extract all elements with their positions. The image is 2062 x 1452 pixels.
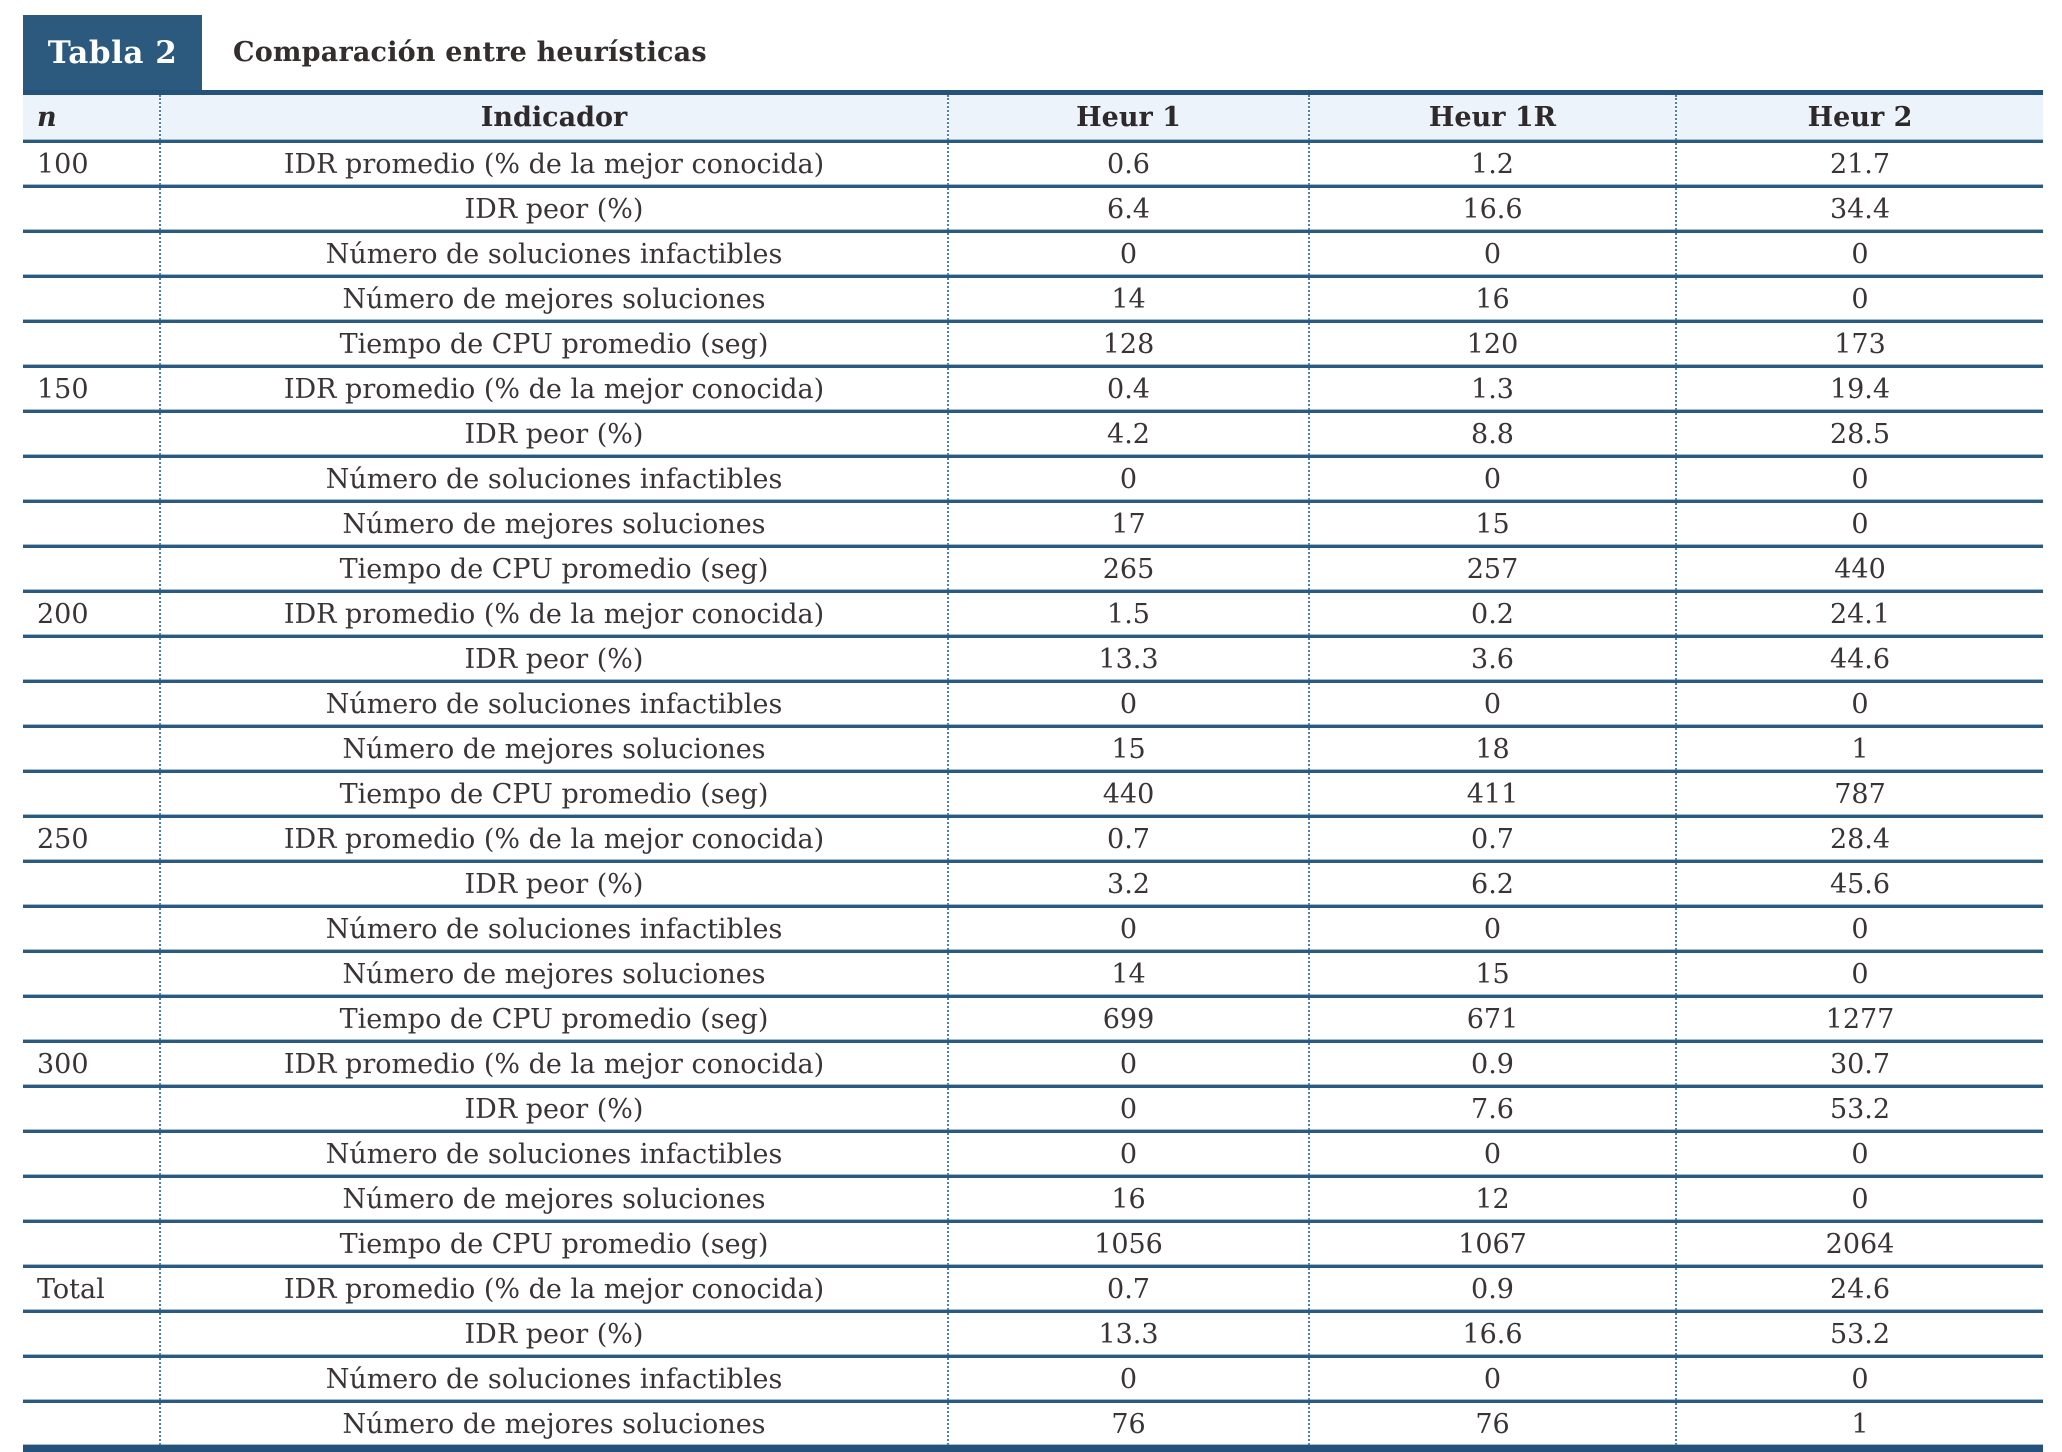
cell-heur1r: 16 (1309, 277, 1676, 322)
cell-heur1r: 120 (1309, 322, 1676, 367)
cell-indicador: Número de mejores soluciones (160, 277, 948, 322)
cell-heur1r: 1067 (1309, 1222, 1676, 1267)
cell-heur2: 45.6 (1676, 862, 2043, 907)
table-row (23, 1222, 2043, 1267)
cell-indicador: IDR peor (%) (160, 637, 948, 682)
cell-indicador: Número de soluciones infactibles (160, 682, 948, 727)
cell-indicador: IDR promedio (% de la mejor conocida) (160, 367, 948, 412)
cell-n: 300 (23, 1042, 160, 1087)
cell-heur2: 0 (1676, 907, 2043, 952)
cell-n (23, 772, 160, 817)
cell-heur1: 0 (948, 682, 1309, 727)
cell-heur1: 0 (948, 1087, 1309, 1132)
cell-heur2: 1277 (1676, 997, 2043, 1042)
cell-heur1: 3.2 (948, 862, 1309, 907)
cell-heur1r: 0.9 (1309, 1267, 1676, 1312)
cell-n (23, 457, 160, 502)
cell-n (23, 502, 160, 547)
cell-n (23, 1312, 160, 1357)
column-header-indicador: Indicador (160, 93, 948, 142)
cell-heur1: 16 (948, 1177, 1309, 1222)
cell-heur1r: 0.9 (1309, 1042, 1676, 1087)
cell-heur1: 0.7 (948, 1267, 1309, 1312)
cell-heur2: 0 (1676, 1177, 2043, 1222)
column-header-heur2: Heur 2 (1676, 93, 2043, 142)
table-row (23, 142, 2043, 187)
comparison-table (23, 90, 2043, 1452)
table-row (23, 952, 2043, 997)
cell-heur2: 53.2 (1676, 1087, 2043, 1132)
cell-heur1r: 16.6 (1309, 1312, 1676, 1357)
cell-indicador: IDR promedio (% de la mejor conocida) (160, 142, 948, 187)
cell-n (23, 1357, 160, 1402)
cell-heur2: 0 (1676, 457, 2043, 502)
cell-heur1r: 76 (1309, 1402, 1676, 1449)
cell-heur1r: 257 (1309, 547, 1676, 592)
cell-heur1r: 0 (1309, 1132, 1676, 1177)
cell-n (23, 187, 160, 232)
cell-n (23, 952, 160, 997)
cell-heur1: 0 (948, 1042, 1309, 1087)
cell-heur2: 19.4 (1676, 367, 2043, 412)
table-row (23, 277, 2043, 322)
cell-indicador: Número de soluciones infactibles (160, 1132, 948, 1177)
cell-heur1r: 0 (1309, 457, 1676, 502)
table-body (23, 142, 2043, 1449)
cell-indicador: Número de mejores soluciones (160, 952, 948, 997)
cell-heur1: 14 (948, 277, 1309, 322)
cell-n: 100 (23, 142, 160, 187)
cell-indicador: IDR peor (%) (160, 1312, 948, 1357)
table-header (23, 93, 2043, 142)
cell-n (23, 1087, 160, 1132)
cell-n (23, 322, 160, 367)
cell-n (23, 1177, 160, 1222)
cell-heur1: 0.7 (948, 817, 1309, 862)
cell-heur1: 15 (948, 727, 1309, 772)
cell-heur2: 34.4 (1676, 187, 2043, 232)
cell-heur2: 440 (1676, 547, 2043, 592)
cell-heur1: 13.3 (948, 1312, 1309, 1357)
cell-heur2: 0 (1676, 1357, 2043, 1402)
table-row (23, 907, 2043, 952)
table-row (23, 817, 2043, 862)
table-row (23, 997, 2043, 1042)
cell-heur1r: 15 (1309, 502, 1676, 547)
cell-heur2: 2064 (1676, 1222, 2043, 1267)
cell-heur1: 0 (948, 1132, 1309, 1177)
cell-heur1r: 411 (1309, 772, 1676, 817)
cell-heur2: 0 (1676, 1132, 2043, 1177)
table-row (23, 1267, 2043, 1312)
cell-heur1: 1.5 (948, 592, 1309, 637)
cell-n (23, 907, 160, 952)
cell-heur1: 0 (948, 1357, 1309, 1402)
table-row (23, 412, 2043, 457)
cell-indicador: Número de soluciones infactibles (160, 457, 948, 502)
cell-heur2: 0 (1676, 952, 2043, 997)
cell-indicador: Número de mejores soluciones (160, 502, 948, 547)
cell-indicador: IDR promedio (% de la mejor conocida) (160, 1042, 948, 1087)
cell-heur1: 128 (948, 322, 1309, 367)
cell-heur2: 173 (1676, 322, 2043, 367)
cell-indicador: IDR peor (%) (160, 862, 948, 907)
cell-n (23, 637, 160, 682)
cell-heur1r: 0.2 (1309, 592, 1676, 637)
cell-heur2: 0 (1676, 277, 2043, 322)
cell-indicador: Tiempo de CPU promedio (seg) (160, 997, 948, 1042)
cell-heur1: 0.4 (948, 367, 1309, 412)
cell-heur1r: 18 (1309, 727, 1676, 772)
cell-heur1: 0 (948, 907, 1309, 952)
cell-heur2: 21.7 (1676, 142, 2043, 187)
cell-indicador: IDR peor (%) (160, 1087, 948, 1132)
column-header-heur1r: Heur 1R (1309, 93, 1676, 142)
cell-heur1: 0.6 (948, 142, 1309, 187)
table-row (23, 682, 2043, 727)
table-row (23, 547, 2043, 592)
table-row (23, 637, 2043, 682)
table-row (23, 1357, 2043, 1402)
cell-heur2: 0 (1676, 232, 2043, 277)
cell-n (23, 412, 160, 457)
cell-heur1: 0 (948, 457, 1309, 502)
cell-indicador: IDR peor (%) (160, 412, 948, 457)
cell-n (23, 1402, 160, 1449)
cell-heur2: 0 (1676, 682, 2043, 727)
cell-n (23, 232, 160, 277)
cell-heur1r: 0.7 (1309, 817, 1676, 862)
cell-heur1r: 1.3 (1309, 367, 1676, 412)
cell-indicador: Número de mejores soluciones (160, 1177, 948, 1222)
cell-indicador: IDR peor (%) (160, 187, 948, 232)
header-row (23, 93, 2043, 142)
cell-heur1r: 1.2 (1309, 142, 1676, 187)
column-header-heur1: Heur 1 (948, 93, 1309, 142)
table-row (23, 862, 2043, 907)
cell-heur1r: 6.2 (1309, 862, 1676, 907)
cell-n (23, 1132, 160, 1177)
table-row (23, 322, 2043, 367)
cell-heur1r: 7.6 (1309, 1087, 1676, 1132)
table-row (23, 232, 2043, 277)
cell-heur1r: 0 (1309, 1357, 1676, 1402)
cell-indicador: Número de soluciones infactibles (160, 232, 948, 277)
table-row (23, 367, 2043, 412)
cell-indicador: Tiempo de CPU promedio (seg) (160, 322, 948, 367)
cell-heur2: 0 (1676, 502, 2043, 547)
cell-heur1: 0 (948, 232, 1309, 277)
cell-heur2: 30.7 (1676, 1042, 2043, 1087)
table-title: Comparación entre heurísticas (233, 37, 707, 68)
cell-n: 250 (23, 817, 160, 862)
table-row (23, 727, 2043, 772)
cell-indicador: Número de soluciones infactibles (160, 907, 948, 952)
cell-heur2: 24.1 (1676, 592, 2043, 637)
cell-heur1r: 12 (1309, 1177, 1676, 1222)
cell-indicador: Número de mejores soluciones (160, 1402, 948, 1449)
cell-heur1: 6.4 (948, 187, 1309, 232)
cell-heur2: 44.6 (1676, 637, 2043, 682)
cell-indicador: Tiempo de CPU promedio (seg) (160, 772, 948, 817)
cell-heur2: 24.6 (1676, 1267, 2043, 1312)
cell-n (23, 682, 160, 727)
cell-indicador: IDR promedio (% de la mejor conocida) (160, 817, 948, 862)
table-row (23, 187, 2043, 232)
table-row (23, 592, 2043, 637)
table-row (23, 1087, 2043, 1132)
cell-heur2: 1 (1676, 727, 2043, 772)
cell-heur1r: 0 (1309, 682, 1676, 727)
cell-indicador: Número de soluciones infactibles (160, 1357, 948, 1402)
cell-heur1: 440 (948, 772, 1309, 817)
cell-n (23, 862, 160, 907)
table-row (23, 1402, 2043, 1449)
cell-heur2: 28.5 (1676, 412, 2043, 457)
table-row (23, 457, 2043, 502)
table-row (23, 1042, 2043, 1087)
cell-heur2: 1 (1676, 1402, 2043, 1449)
cell-heur1r: 16.6 (1309, 187, 1676, 232)
cell-indicador: Número de mejores soluciones (160, 727, 948, 772)
cell-indicador: IDR promedio (% de la mejor conocida) (160, 592, 948, 637)
table-row (23, 1312, 2043, 1357)
cell-heur1: 4.2 (948, 412, 1309, 457)
cell-heur1: 265 (948, 547, 1309, 592)
cell-n (23, 997, 160, 1042)
cell-n (23, 277, 160, 322)
table-number-tab: Tabla 2 (23, 15, 202, 90)
cell-heur1: 1056 (948, 1222, 1309, 1267)
cell-heur1: 699 (948, 997, 1309, 1042)
table-row (23, 1132, 2043, 1177)
cell-indicador: IDR promedio (% de la mejor conocida) (160, 1267, 948, 1312)
cell-n (23, 547, 160, 592)
cell-heur1r: 8.8 (1309, 412, 1676, 457)
table-row (23, 772, 2043, 817)
cell-heur1r: 671 (1309, 997, 1676, 1042)
cell-heur1: 14 (948, 952, 1309, 997)
cell-n: Total (23, 1267, 160, 1312)
table-caption (23, 15, 2043, 90)
cell-heur2: 787 (1676, 772, 2043, 817)
cell-indicador: Tiempo de CPU promedio (seg) (160, 1222, 948, 1267)
cell-heur1r: 0 (1309, 907, 1676, 952)
cell-heur1: 17 (948, 502, 1309, 547)
cell-heur2: 53.2 (1676, 1312, 2043, 1357)
column-header-n: n (23, 93, 160, 142)
table-row (23, 1177, 2043, 1222)
cell-indicador: Tiempo de CPU promedio (seg) (160, 547, 948, 592)
cell-heur2: 28.4 (1676, 817, 2043, 862)
cell-n (23, 727, 160, 772)
cell-heur1r: 3.6 (1309, 637, 1676, 682)
cell-heur1r: 15 (1309, 952, 1676, 997)
cell-heur1r: 0 (1309, 232, 1676, 277)
cell-heur1: 13.3 (948, 637, 1309, 682)
cell-n: 200 (23, 592, 160, 637)
table-row (23, 502, 2043, 547)
cell-n (23, 1222, 160, 1267)
cell-n: 150 (23, 367, 160, 412)
cell-heur1: 76 (948, 1402, 1309, 1449)
